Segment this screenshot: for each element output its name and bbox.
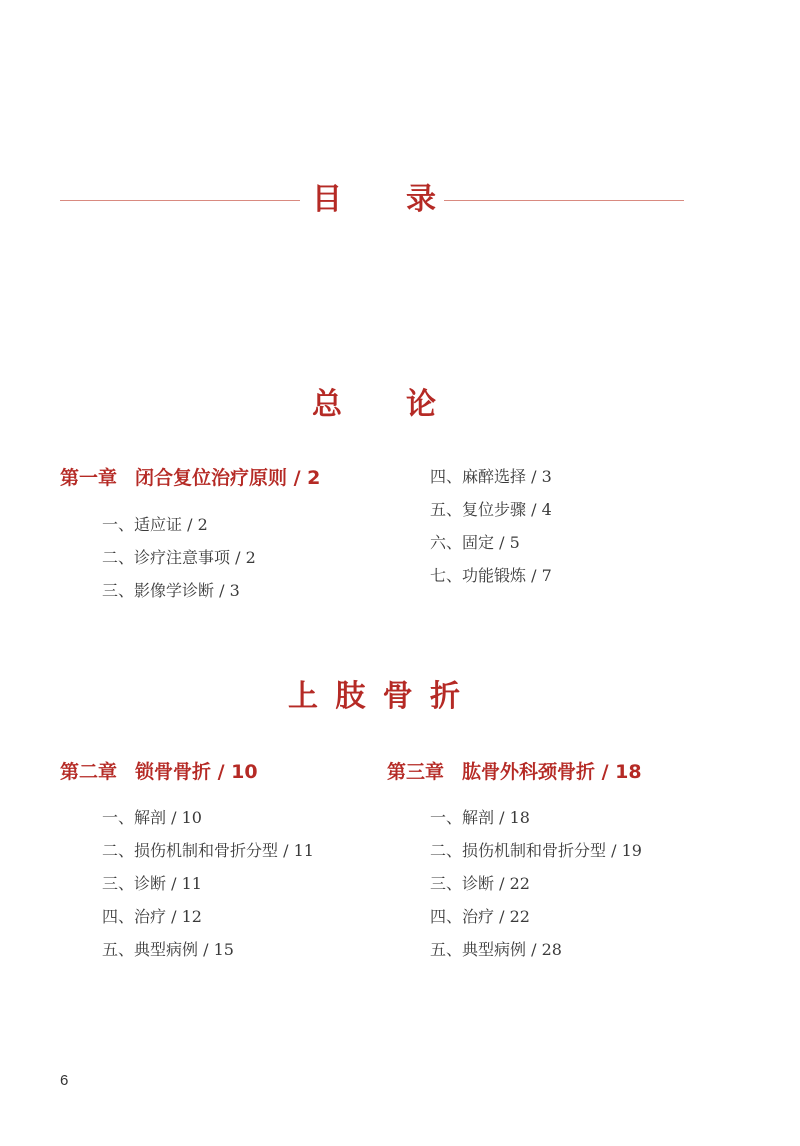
list-item[interactable]: 一、解剖 / 18 [430, 808, 530, 827]
chapter-item-list [102, 808, 314, 960]
chapter-title: 肱骨外科颈骨折 / 18 [462, 761, 642, 783]
list-item[interactable]: 六、固定 / 5 [430, 533, 520, 552]
part-title-char: 骨 [382, 679, 413, 714]
part-title-upper-limb [288, 679, 460, 715]
list-item[interactable]: 三、诊断 / 22 [430, 874, 530, 893]
list-item[interactable]: 三、影像学诊断 / 3 [102, 581, 240, 600]
list-item[interactable]: 七、功能锻炼 / 7 [430, 566, 552, 585]
chapter-item-list [430, 808, 642, 960]
part-title-char: 折 [429, 679, 460, 714]
toc-title-char: 录 [406, 182, 436, 217]
list-item[interactable]: 四、治疗 / 12 [102, 907, 202, 926]
chapter-title: 锁骨骨折 / 10 [135, 761, 258, 783]
list-item[interactable]: 五、典型病例 / 28 [430, 940, 562, 959]
toc-rule-right [444, 200, 684, 201]
list-item[interactable]: 五、典型病例 / 15 [102, 940, 234, 959]
list-item[interactable]: 三、诊断 / 11 [102, 874, 202, 893]
part-title-char: 上 [288, 679, 318, 714]
list-item[interactable]: 五、复位步骤 / 4 [430, 500, 552, 519]
list-item[interactable]: 四、治疗 / 22 [430, 907, 530, 926]
list-item[interactable]: 一、适应证 / 2 [102, 515, 208, 534]
chapter-heading[interactable] [60, 466, 320, 490]
chapter-number: 第二章 [60, 761, 118, 783]
list-item[interactable]: 一、解剖 / 10 [102, 808, 202, 827]
part-title-char: 肢 [335, 679, 366, 714]
chapter-item-list-continued [430, 467, 552, 586]
list-item[interactable]: 二、损伤机制和骨折分型 / 11 [102, 841, 314, 860]
chapter-number: 第三章 [387, 761, 445, 783]
list-item[interactable]: 二、诊疗注意事项 / 2 [102, 548, 256, 567]
page-number: 6 [60, 1072, 69, 1089]
toc-rule-left [60, 200, 300, 201]
chapter-number: 第一章 [60, 467, 118, 489]
chapter-item-list [102, 515, 256, 601]
chapter-heading[interactable] [60, 760, 258, 784]
chapter-heading[interactable] [387, 760, 642, 784]
part-title-char: 总 [312, 387, 342, 422]
chapter-title: 闭合复位治疗原则 / 2 [135, 467, 321, 489]
list-item[interactable]: 四、麻醉选择 / 3 [430, 467, 552, 486]
part-title-general [312, 387, 436, 423]
list-item[interactable]: 二、损伤机制和骨折分型 / 19 [430, 841, 642, 860]
part-title-char: 论 [406, 387, 436, 422]
toc-title-char: 目 [312, 182, 342, 217]
toc-title [312, 182, 436, 218]
